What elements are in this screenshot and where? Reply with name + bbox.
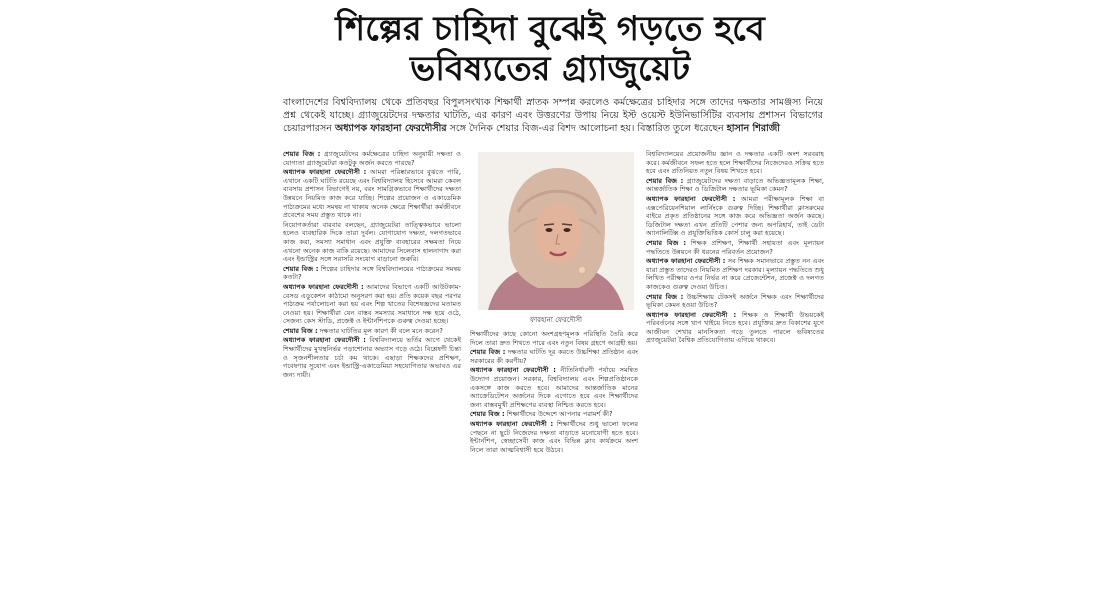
portrait-photo [478, 152, 634, 310]
speaker-label: শেয়ার বিজ : [470, 410, 505, 419]
paragraph-text: গ্র্যাজুয়েটদের দক্ষতা বাড়াতে অভিজ্ঞতামূলক শিক্ষা, আন্তর্জাতিক শিক্ষা ও ডিজিটাল দক্ষতার ভূমিকা কেমন? [646, 176, 824, 194]
speaker-label: অধ্যাপক ফারহানা ফেরদৌসী : [470, 419, 554, 428]
speaker-label: অধ্যাপক ফারহানা ফেরদৌসী : [646, 310, 737, 319]
article-paragraph [470, 348, 638, 365]
article-paragraph [470, 366, 638, 409]
article-paragraph [283, 150, 461, 167]
paragraph-text: শিক্ষক ও শিক্ষার্থী উভয়কেই পরিবর্তনের সঙ্গে খাপ খাইয়ে নিতে হবে। প্রযুক্তির দ্রুত বিকাশের যুগে আজীবন শেখার মানসিকতা গড়ে তুলতে পারলে ভবিষ্যতের গ্র্যাজুয়েটরা বৈশ্বিক প্রতিযোগিতায় এগিয়ে থাকবে। [646, 310, 824, 345]
paragraph-text: আমরা পরীক্ষামূলক শিক্ষা বা এক্সপেরিয়েনশিয়াল লার্নিংকে গুরুত্ব দিচ্ছি। শিক্ষার্থীরা ক্লাসরুমের বাইরে প্রকৃত প্রতিষ্ঠানের সঙ্গে কাজ করে অভিজ্ঞতা অর্জন করছে। ডিজিটাল দক্ষতা এখন প্রতিটি পেশার জন্য অপরিহার্য, তাই ডেটা অ্যানালিটিক্স ও প্রযুক্তিভিত্তিক কোর্স চালু করা হয়েছে। [646, 194, 824, 238]
paragraph-text: দক্ষতার ঘাটতি দূর করতে উচ্চশিক্ষা প্রতিষ্ঠান এবং সরকারের কী করণীয়? [470, 348, 638, 365]
article-column-1 [283, 150, 461, 590]
article-paragraph [283, 221, 461, 264]
paragraph-text: শিক্ষার্থীদের শুধু ভালো ফলের পেছনে না ছুটে নিজেদের দক্ষতা বাড়াতে মনোযোগী হতে হবে। ইন্টার্নশিপ, স্বেচ্ছাসেবী কাজ এবং বিভিন্ন ক্লাব কার্যক্রমে অংশ নিলে তারা আত্মবিশ্বাসী হয়ে উঠবে। [470, 419, 638, 454]
speaker-label: অধ্যাপক ফারহানা ফেরদৌসী : [283, 168, 367, 177]
article-paragraph [646, 177, 824, 194]
speaker-label: শেয়ার বিজ : [646, 176, 684, 185]
paragraph-text: বিশ্ববিদ্যালয়ে ভর্তির আগে থেকেই শিক্ষার্থীদের মুখস্থনির্ভর পড়াশোনার অভ্যাস গড়ে ওঠে। বিশ্লেষণী চিন্তা ও সৃজনশীলতার চর্চা কম থাকে। এছাড়া শিক্ষকদের প্রশিক্ষণ, গবেষণার সুযোগ এবং ইন্ডাস্ট্রি-একাডেমিয়া সহযোগিতার অভাবও এর জন্য দায়ী। [283, 336, 461, 379]
paragraph-text: বিশ্ববিদ্যালয়ের প্রয়োজনীয় জ্ঞান ও দক্ষতার একটি অংশ সরবরাহ করে। কর্মজীবনে সফল হতে হলে শিক্ষার্থীদের নিজেদেরও সক্রিয় হতে হবে এবং প্রতিনিয়ত নতুন বিষয় শিখতে হবে। [646, 150, 824, 176]
photo-caption: ফারহানা ফেরদৌসী [529, 316, 583, 324]
paragraph-text: নিয়োগকর্তারা বারবার বলছেন, গ্র্যাজুয়েটরা তাত্ত্বিকভাবে ভালো হলেও ব্যবহারিক দিকে তারা দুর্বল। যোগাযোগ দক্ষতা, দলগতভাবে কাজ করা, সমস্যা সমাধান এবং প্রযুক্তি ব্যবহারের সক্ষমতা নিয়ে এখনো অনেক কাজ বাকি রয়েছে। আমাদের সিলেবাস হালনাগাদ করা এবং ইন্ডাস্ট্রির সঙ্গে সরাসরি সংযোগ বাড়ানো জরুরি। [283, 220, 461, 264]
intro-paragraph [283, 96, 823, 135]
article-paragraph [646, 257, 824, 291]
speaker-label: শেয়ার বিজ : [283, 150, 321, 158]
article-paragraph [470, 420, 638, 454]
speaker-label: শেয়ার বিজ : [283, 326, 318, 335]
intro-interviewee: অধ্যাপক ফারহানা ফেরদৌসীর [334, 123, 447, 134]
article-paragraph [283, 168, 461, 220]
speaker-label: অধ্যাপক ফারহানা ফেরদৌসী : [646, 257, 726, 266]
paragraph-text: শিক্ষক প্রশিক্ষণ, শিক্ষার্থী সহায়তা এবং মূল্যায়ন পদ্ধতিতে উন্নয়নে কী ধরনের পরিবর্তন প্রয়োজন? [646, 238, 824, 256]
article-paragraph [646, 311, 824, 345]
intro-reporter: হাসান শিরাজী [726, 123, 781, 134]
article-paragraph [646, 150, 824, 176]
paragraph-text: গ্র্যাজুয়েটদের কর্মক্ষেত্রের চাহিদা অনুযায়ী দক্ষতা ও যোগ্যতা গ্র্যাজুয়েটরা কতটুকু অর্জন করতে পারছে? [283, 150, 461, 167]
paragraph-text: দক্ষতার ঘাটতির মূল কারণ কী বলে মনে করেন? [319, 326, 443, 335]
intro-text-before: বাংলাদেশের বিশ্ববিদ্যালয় থেকে প্রতিবছর বিপুলসংখ্যক শিক্ষার্থী স্নাতক সম্পন্ন করলেও কর্মক্ষেত্রের চাহিদার সঙ্গে তাদের দক্ষতার সামঞ্জস্য নিয়ে প্রশ্ন থেকেই যাচ্ছে। গ্র্যাজুয়েটদের দক্ষতার ঘাটতি, এর কারণ এবং উত্তরণের উপায় নিয়ে ইস্ট ওয়েস্ট ইউনিভার্সিটির ব্যবসায় প্রশাসন বিভাগের চেয়ারপারসন [283, 97, 823, 134]
speaker-label: অধ্যাপক ফারহানা ফেরদৌসী : [283, 282, 364, 291]
paragraph-text: শিক্ষার্থীদের কাছে কোনো অংশগ্রহণমূলক পরিস্থিতি তৈরি করে দিলে তারা দ্রুত শিখতে পারে এবং নতুন বিষয় গ্রহণে আগ্রহী হয়। [470, 330, 638, 347]
article-paragraph [283, 336, 461, 379]
article-paragraph [646, 293, 824, 310]
article-paragraph [470, 410, 638, 419]
article-column-3 [646, 150, 824, 590]
paragraph-text: উচ্চশিক্ষায় টেকসই অর্জনে শিক্ষক এবং শিক্ষার্থীদের ভূমিকা কেমন হওয়া উচিত? [646, 292, 824, 310]
speaker-label: অধ্যাপক ফারহানা ফেরদৌসী : [646, 194, 736, 203]
article-paragraph [646, 195, 824, 238]
paragraph-text: সব শিক্ষক সমানভাবে প্রস্তুত নন এবং যারা প্রস্তুত তাদেরও নিয়মিত প্রশিক্ষণ দরকার। মূল্যায়ন পদ্ধতিতে শুধু লিখিত পরীক্ষার ওপর নির্ভর না করে প্রেজেন্টেশন, প্রজেক্ট ও দলগত কাজকেও গুরুত্ব দেওয়া উচিত। [646, 257, 824, 291]
article-paragraph [283, 265, 461, 282]
headline-line-1: শিল্পের চাহিদা বুঝেই গড়তে হবে [335, 9, 765, 49]
paragraph-text: শিল্পের চাহিদার সঙ্গে বিশ্ববিদ্যালয়ের পাঠ্যক্রমের সমন্বয় কতটা? [283, 264, 461, 282]
speaker-label: অধ্যাপক ফারহানা ফেরদৌসী : [470, 366, 556, 375]
intro-text-middle: সঙ্গে দৈনিক শেয়ার বিজ-এর বিশদ আলোচনা হয়। বিস্তারিত তুলে ধরেছেন [449, 123, 724, 134]
article-column-2 [470, 330, 638, 590]
speaker-label: শেয়ার বিজ : [646, 292, 684, 301]
paragraph-text: আমরা পরিষ্কারভাবে বুঝতে পারি, এখানে একটি ঘাটতি রয়েছে এবং বিশ্ববিদ্যালয় হিসেবে আমরা কেবল ব্যবসায় প্রশাসন বিভাগেই নয়, বরং সামগ্রিকভাবে শিক্ষার্থীদের দক্ষতা উন্নয়নে নিয়মিত কাজ করে যাচ্ছি। শিল্পের প্রয়োজন ও একাডেমিক পাঠ্যক্রমের মধ্যে সমন্বয় না থাকায় অনেক ক্ষেত্রে শিক্ষার্থীরা কর্মজীবনে প্রবেশের সময় প্রস্তুত থাকে না। [283, 168, 461, 220]
portrait-illustration [478, 152, 634, 310]
speaker-label: অধ্যাপক ফারহানা ফেরদৌসী : [283, 336, 366, 345]
article-paragraph [470, 330, 638, 347]
paragraph-text: আমাদের বিভাগে একটি আউটকাম-বেসড এডুকেশন কাঠামো অনুসরণ করা হয়। প্রতি কয়েক বছর পরপর পাঠ্যক্রম পর্যালোচনা করা হয় এবং শিল্প খাতের বিশেষজ্ঞদের মতামত নেওয়া হয়। শিক্ষার্থীরা যেন বাস্তব সমস্যার সমাধানে দক্ষ হয়ে ওঠে, সেজন্য কেস স্টাডি, প্রজেক্ট ও ইন্টার্নশিপকে গুরুত্ব দেওয়া হচ্ছে। [283, 282, 461, 326]
paragraph-text: শিক্ষার্থীদের উদ্দেশে আপনার পরামর্শ কী? [506, 410, 613, 419]
paragraph-text: নীতিনির্ধারণী পর্যায়ে সমন্বিত উদ্যোগ প্রয়োজন। সরকার, বিশ্ববিদ্যালয় এবং শিল্পপ্রতিষ্ঠানকে একসঙ্গে কাজ করতে হবে। আমাদের আন্তর্জাতিক মানের অ্যাক্রেডিটেশন অর্জনের দিকে এগোতে হবে এবং শিক্ষার্থীদের জন্য বাস্তবমুখী প্রশিক্ষণের ব্যবস্থা নিশ্চিত করতে হবে। [470, 366, 638, 409]
speaker-label: শেয়ার বিজ : [283, 264, 319, 273]
speaker-label: শেয়ার বিজ : [470, 348, 506, 357]
article-paragraph [646, 239, 824, 256]
article-paragraph [283, 327, 461, 336]
headline-line-2: ভবিষ্যতের গ্র্যাজুয়েট [409, 49, 691, 89]
article-paragraph [283, 283, 461, 326]
speaker-label: শেয়ার বিজ : [646, 238, 687, 247]
